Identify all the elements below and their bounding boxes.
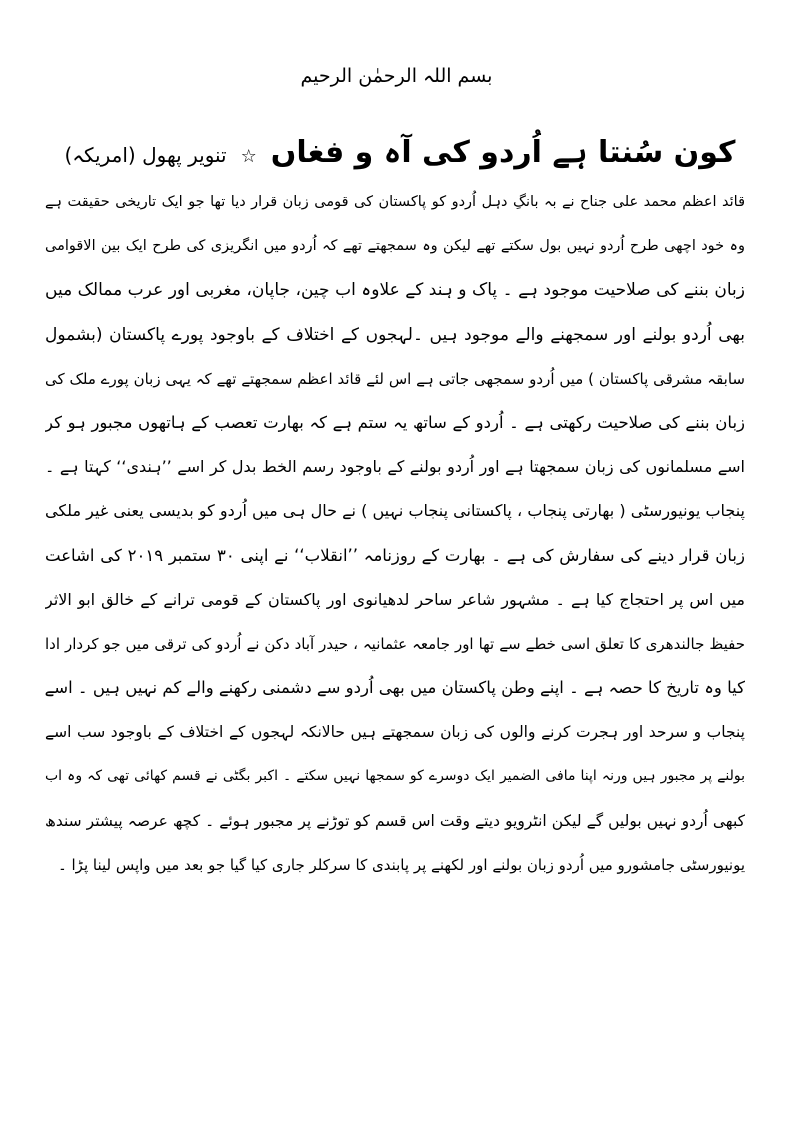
body-line: قائد اعظم محمد علی جناح نے بہ بانگِ دہل اُردو کو پاکستان کی قومی زبان قرار دیا تھا جو ایک تاریخی حقیقت ہے bbox=[45, 194, 745, 210]
article-body bbox=[45, 180, 745, 887]
body-line: کبھی اُردو نہیں بولیں گے لیکن انٹرویو دیتے وقت اس قسم کو توڑنے پر مجبور ہوئے ۔ کچھ عرصہ پیشتر سندھ bbox=[45, 811, 745, 830]
body-line: میں اس پر احتجاج کیا ہے ۔ مشہور شاعر ساحر لدھیانوی اور پاکستان کے قومی ترانے کے خالق ابو الاثر bbox=[45, 589, 745, 609]
body-line: وہ خود اچھی طرح اُردو نہیں بول سکتے تھے لیکن وہ سمجھتے تھے کہ اُردو میں انگریزی کی طرح ایک بین الاقوامی bbox=[45, 238, 745, 255]
title-row bbox=[60, 128, 740, 178]
body-line: کیا وہ تاریخ کا حصہ ہے ۔ اپنے وطن پاکستان میں بھی اُردو سے دشمنی رکھنے والے کم نہیں ہیں ۔ اسے bbox=[45, 678, 745, 698]
body-line: پنجاب یونیورسٹی ( بھارتی پنجاب ، پاکستانی پنجاب نہیں ) نے حال ہی میں اُردو کو بدیسی یعنی غیر ملکی bbox=[45, 501, 745, 521]
author-name: تنویر پھول (امریکہ) bbox=[64, 143, 227, 167]
body-line: سابقہ مشرقی پاکستان ) میں اُردو سمجھی جاتی ہے اس لئے قائد اعظم سمجھتے تھے کہ یہی زبان پورے ملک کی bbox=[45, 369, 745, 388]
body-line: پنجاب و سرحد اور ہجرت کرنے والوں کی زبان سمجھتے ہیں حالانکہ لہجوں کے اختلاف کے باوجود سب اسے bbox=[45, 723, 745, 742]
body-line: بولنے پر مجبور ہیں ورنہ اپنا مافی الضمیر ایک دوسرے کو سمجھا نہیں سکتے ۔ اکبر بگٹی نے قسم کھائی تھی کہ وہ اب bbox=[45, 768, 745, 785]
body-line: اسے مسلمانوں کی زبان سمجھتا ہے اور اُردو بولنے کے باوجود رسم الخط بدل کر اسے ’’ہندی‘‘ کہتا ہے ۔ bbox=[45, 457, 745, 477]
body-line: زبان بننے کی صلاحیت موجود ہے ۔ پاک و ہند کے علاوہ اب چین، جاپان، مغربی اور عرب ممالک میں bbox=[45, 280, 745, 301]
basmala-heading: بسم اللہ الرحمٰن الرحیم bbox=[300, 65, 493, 87]
star-icon: ☆ bbox=[240, 146, 257, 167]
body-line: زبان قرار دینے کی سفارش کی ہے ۔ بھارت کے روزنامہ ’’انقلاب‘‘ نے اپنی ۳۰ ستمبر ۲۰۱۹ کی اشاعت bbox=[45, 545, 745, 565]
article-title: کون سُنتا ہے اُردو کی آہ و فغاں bbox=[270, 135, 736, 170]
body-line: بھی اُردو بولنے اور سمجھنے والے موجود ہیں ۔لہجوں کے اختلاف کے باوجود پورے پاکستان (بشمول bbox=[45, 324, 745, 345]
body-line: زبان بننے کی صلاحیت رکھتی ہے ۔ اُردو کے ساتھ یہ ستم ہے کہ بھارت تعصب کے ہاتھوں مجبور ہو کر bbox=[45, 412, 745, 432]
body-line: یونیورسٹی جامشورو میں اُردو زبان بولنے اور لکھنے پر پابندی کا سرکلر جاری کیا گیا جو بعد میں واپس لینا پڑا ۔ bbox=[57, 855, 745, 874]
body-line: حفیظ جالندھری کا تعلق اسی خطے سے تھا اور جامعہ عثمانیہ ، حیدر آباد دکن نے اُردو کی ترقی میں جو کردار ادا bbox=[45, 634, 745, 653]
